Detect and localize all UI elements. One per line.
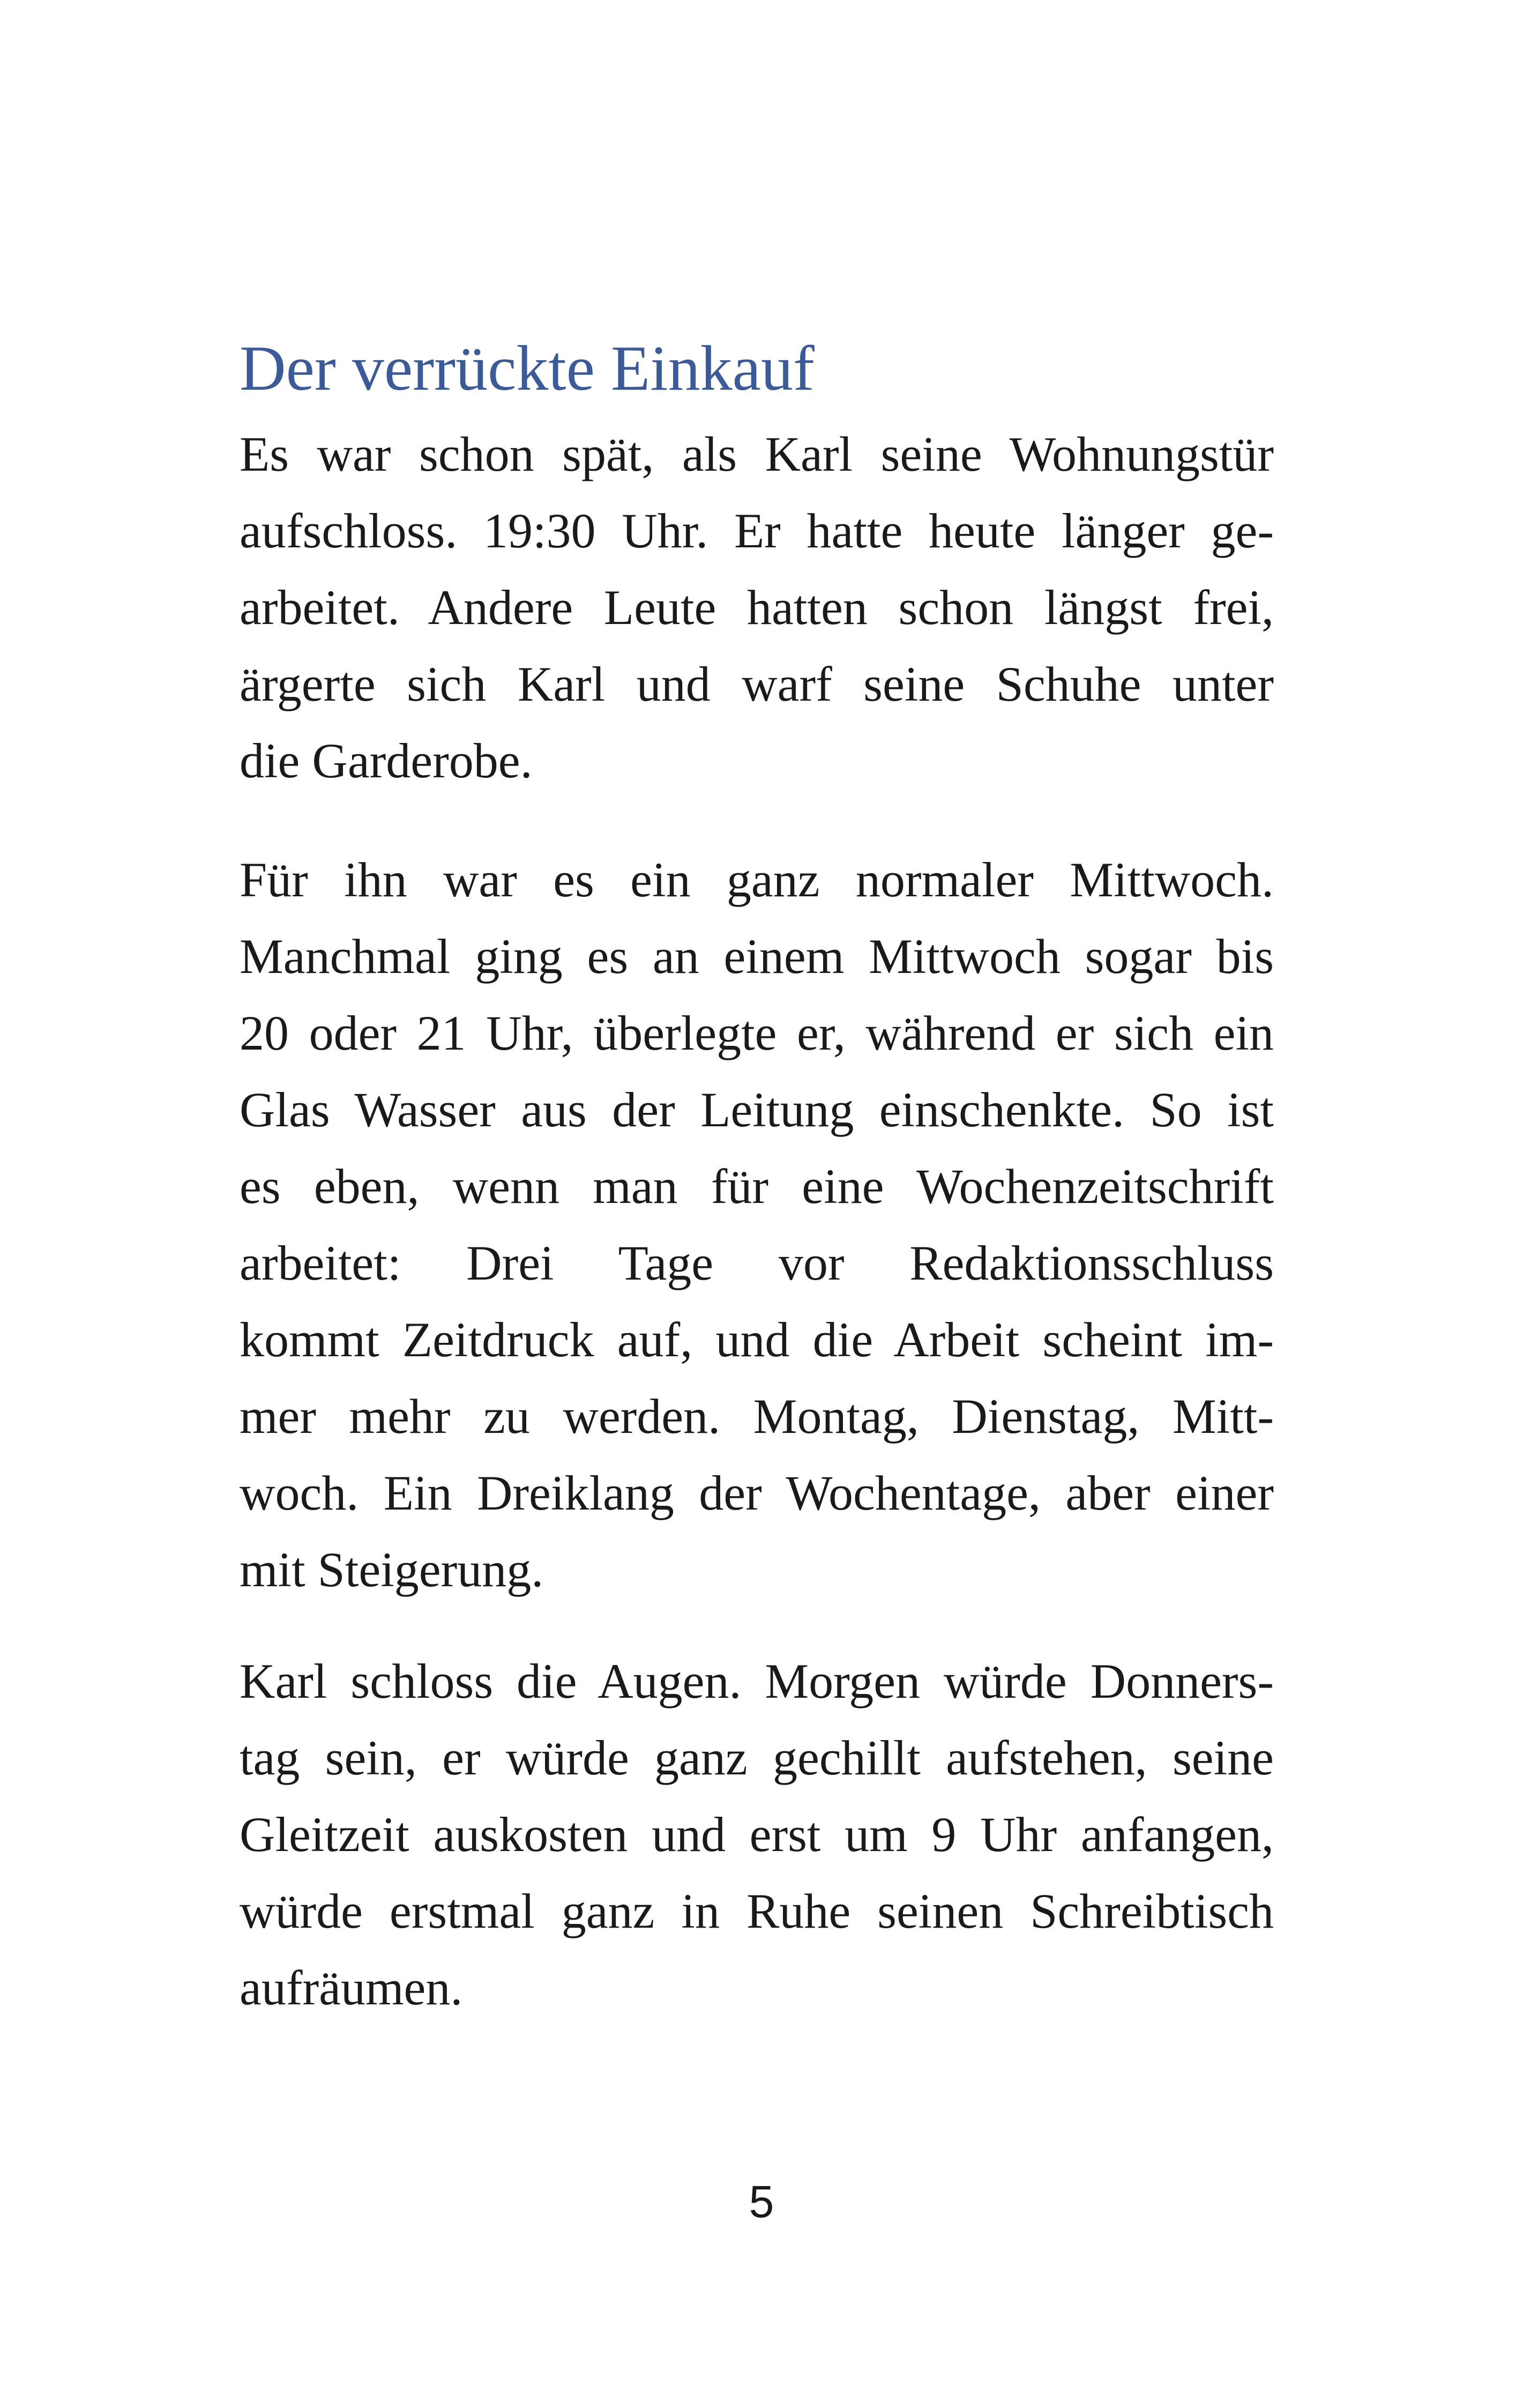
text-line: arbeitet. Andere Leute hatten schon längst frei, [240,580,1274,635]
page-number: 5 [749,2176,774,2227]
text-line: Manchmal ging es an einem Mittwoch sogar bis [240,929,1274,984]
text-line: arbeitet: Drei Tage vor Redaktionsschluss [240,1236,1274,1290]
text-line: woch. Ein Dreiklang der Wochentage, aber einer [240,1466,1274,1520]
text-line: ärgerte sich Karl und warf seine Schuhe unter [240,657,1274,711]
text-line: Glas Wasser aus der Leitung einschenkte. So ist [240,1082,1274,1137]
text-line: kommt Zeitdruck auf, und die Arbeit scheint im- [240,1312,1274,1367]
text-line: mer mehr zu werden. Montag, Dienstag, Mitt- [240,1389,1274,1444]
text-line: aufräumen. [240,1960,463,2015]
text-line: es eben, wenn man für eine Wochenzeitschrift [240,1159,1274,1214]
text-line: Gleitzeit auskosten und erst um 9 Uhr anfangen, [240,1807,1274,1862]
paragraph-1 [240,416,1274,799]
text-line: Für ihn war es ein ganz normaler Mittwoch. [240,852,1274,907]
text-line: Es war schon spät, als Karl seine Wohnungstür [240,427,1274,481]
paragraph-3 [240,1643,1274,2026]
chapter-title: Der verrückte Einkauf [240,332,815,404]
text-line: mit Steigerung. [240,1542,544,1597]
text-line: Karl schloss die Augen. Morgen würde Donners- [240,1654,1274,1708]
text-line: tag sein, er würde ganz gechillt aufstehen, seine [240,1730,1274,1785]
text-line: die Garderobe. [240,733,533,788]
paragraph-2 [240,842,1274,1608]
text-line: 20 oder 21 Uhr, überlegte er, während er sich ein [240,1006,1274,1060]
text-line: würde erstmal ganz in Ruhe seinen Schreibtisch [240,1884,1274,1938]
text-line: aufschloss. 19:30 Uhr. Er hatte heute länger ge- [240,503,1274,558]
